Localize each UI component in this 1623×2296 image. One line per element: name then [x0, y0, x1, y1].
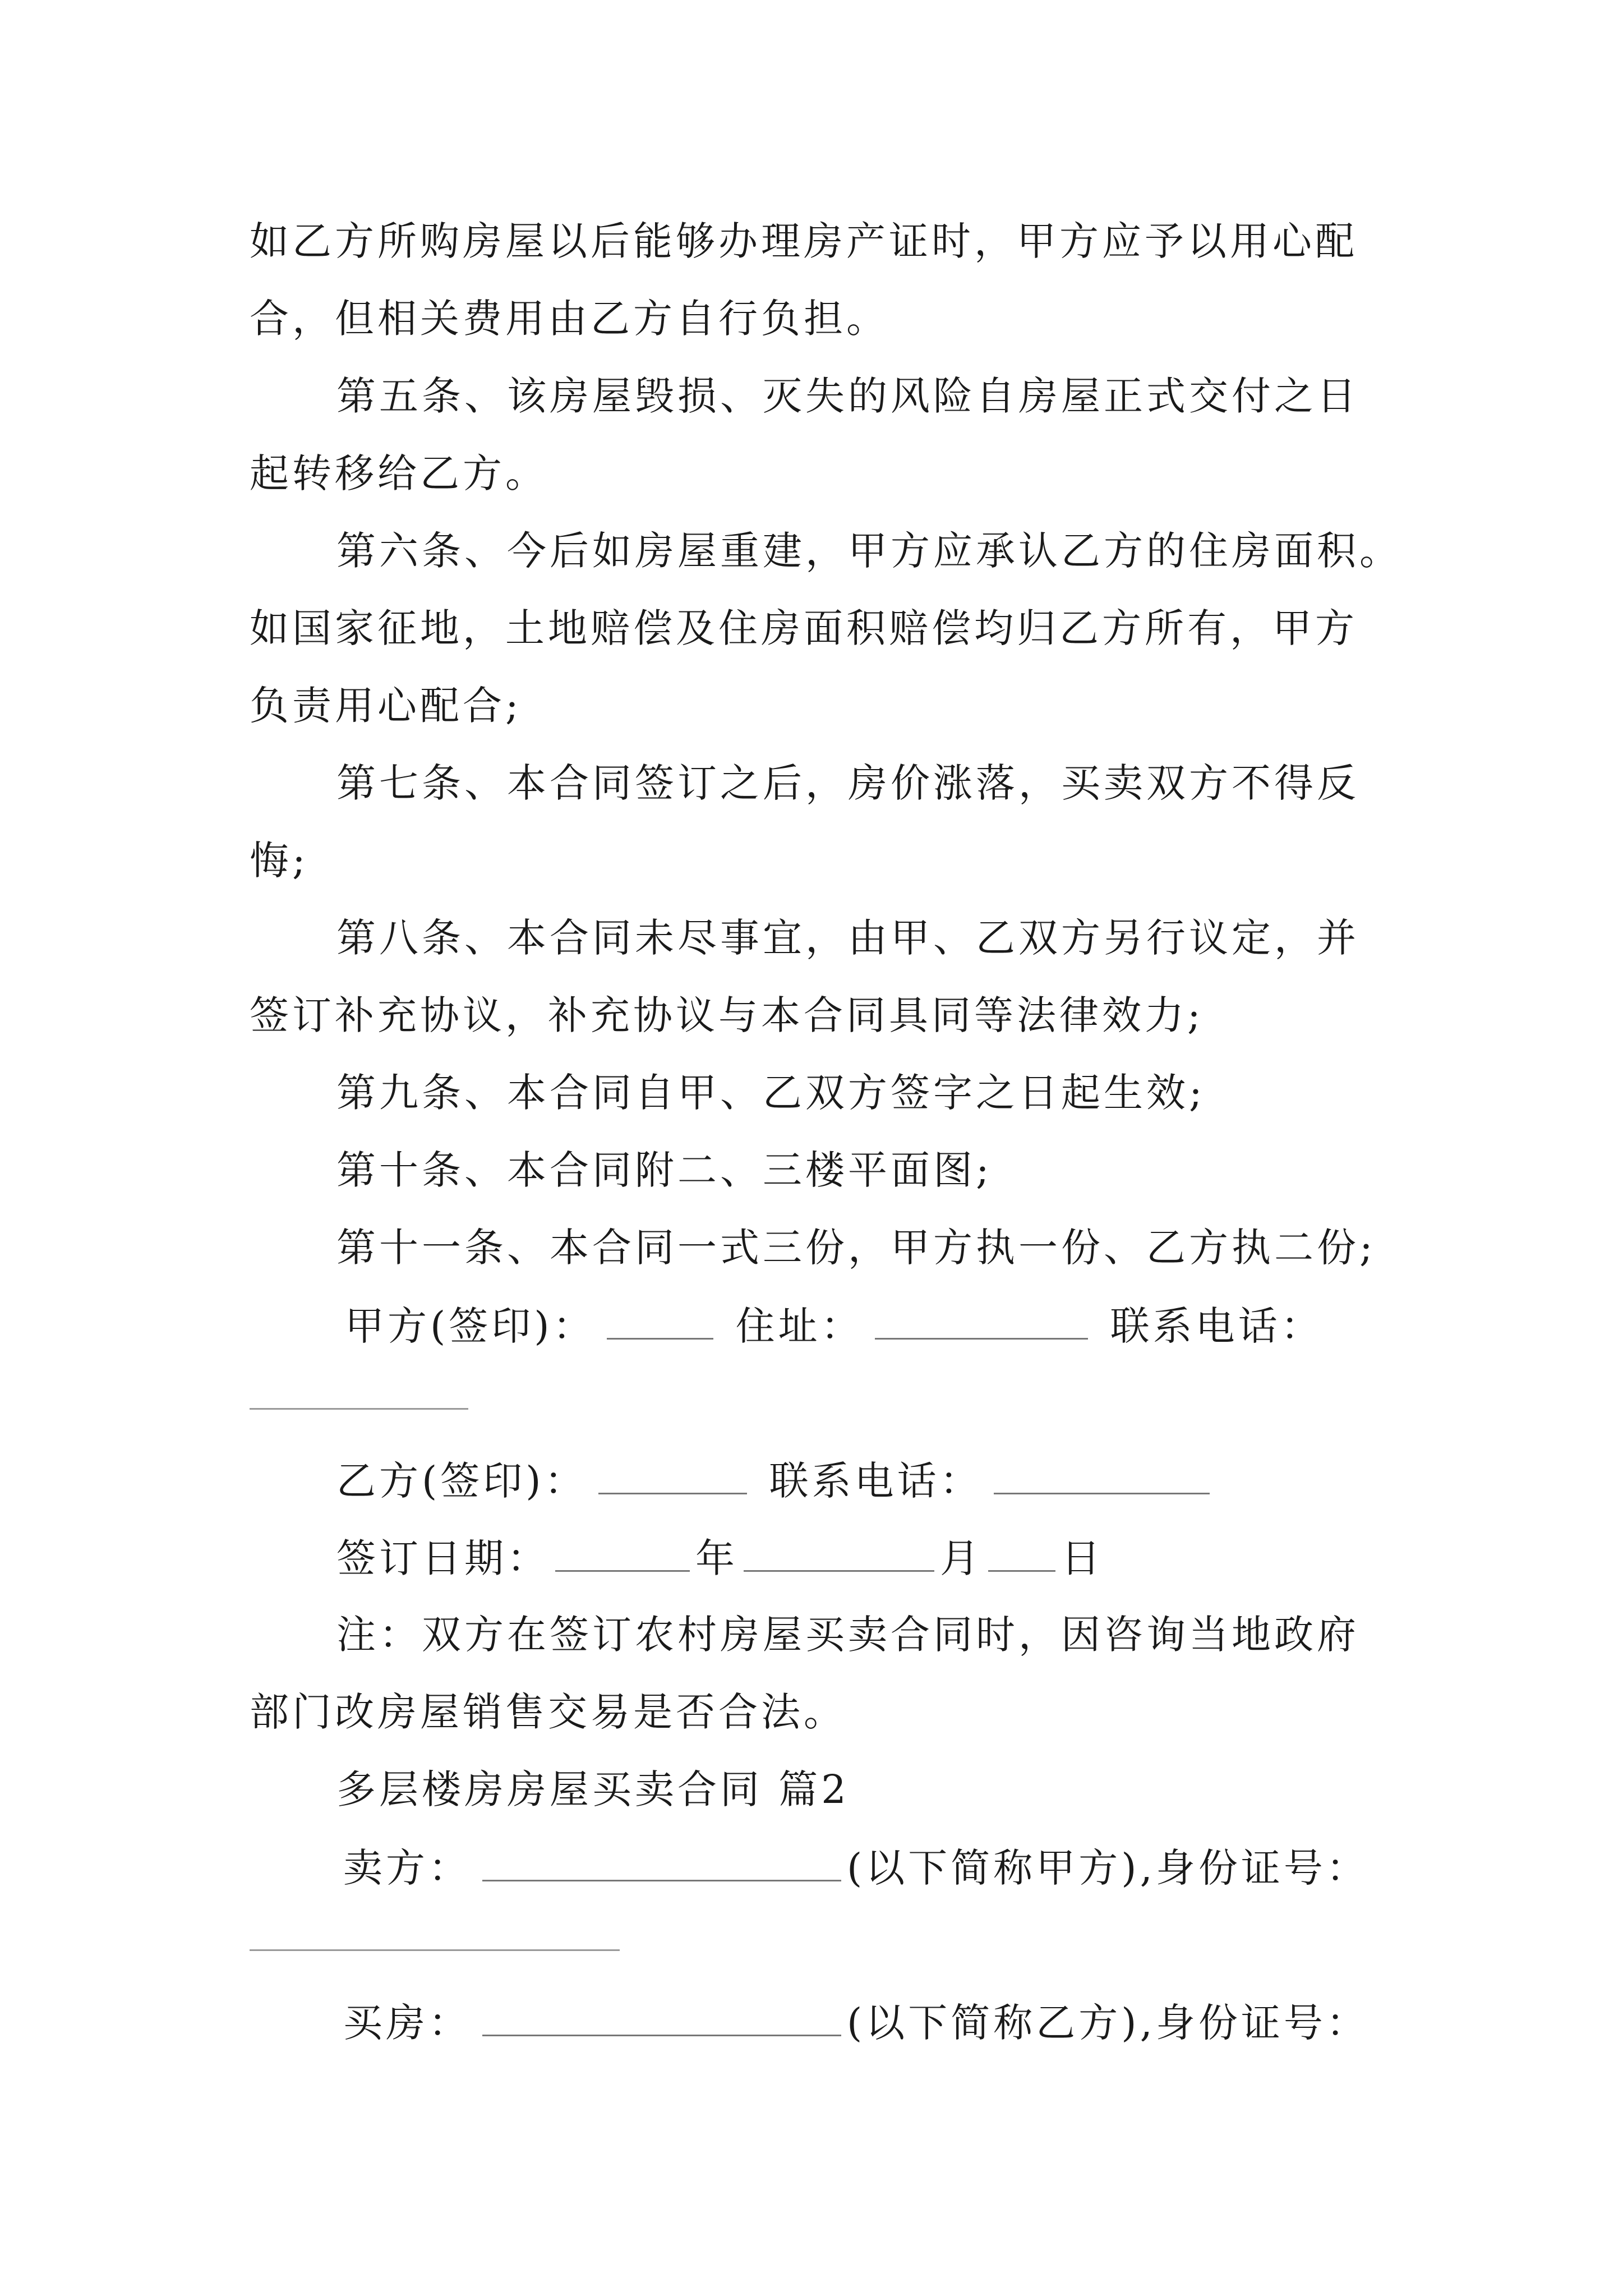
- article-5-line: 起转移给乙方。: [250, 450, 548, 496]
- buyer-row: [343, 2000, 1395, 2046]
- sign-date-day-label: 日: [1061, 1535, 1104, 1581]
- section-2-title: 多层楼房房屋买卖合同 篇2: [336, 1766, 850, 1812]
- sign-date-label: 签订日期：: [336, 1535, 550, 1581]
- party-b-sign-label: 乙方(签印)：: [336, 1458, 587, 1504]
- article-10: 第十条、本合同附二、三楼平面图;: [336, 1147, 993, 1193]
- sign-date-row: [336, 1535, 1388, 1581]
- article-11: 第十一条、本合同一式三份，甲方执一份、乙方执二份;: [336, 1225, 1376, 1271]
- party-a-address-label: 住址：: [735, 1303, 864, 1349]
- party-b-phone-label: 联系电话：: [769, 1458, 983, 1504]
- sign-date-year-label: 年: [695, 1535, 738, 1581]
- party-a-signature-row: [345, 1303, 1396, 1349]
- note-line: 部门改房屋销售交易是否合法。: [250, 1689, 846, 1735]
- article-6-line: 第六条、今后如房屋重建，甲方应承认乙方的住房面积。: [336, 528, 1402, 574]
- party-a-phone-label: 联系电话：: [1110, 1303, 1324, 1349]
- seller-label: 卖方：: [343, 1845, 471, 1891]
- article-8-line: 第八条、本合同未尽事宜，由甲、乙双方另行议定，并: [336, 915, 1359, 961]
- party-a-phone-blank: [250, 1408, 468, 1410]
- article-5-line: 第五条、该房屋毁损、灭失的风险自房屋正式交付之日: [336, 373, 1359, 419]
- article-6-line: 如国家征地，土地赔偿及住房面积赔偿均归乙方所有，甲方: [250, 605, 1358, 651]
- article-8-line: 签订补充协议，补充协议与本合同具同等法律效力;: [250, 992, 1204, 1038]
- sign-date-year-blank: [555, 1538, 690, 1572]
- party-a-sign-blank: [607, 1305, 713, 1340]
- sign-date-day-blank: [988, 1538, 1055, 1572]
- paragraph-line: 如乙方所购房屋以后能够办理房产证时，甲方应予以用心配: [250, 218, 1358, 264]
- party-b-signature-row: [336, 1458, 1388, 1504]
- sign-date-month-blank: [744, 1538, 934, 1572]
- article-7-line: 第七条、本合同签订之后，房价涨落，买卖双方不得反: [336, 760, 1359, 806]
- paragraph-line: 合，但相关费用由乙方自行负担。: [250, 296, 889, 342]
- article-6-line: 负责用心配合;: [250, 683, 522, 729]
- seller-suffix: (以下简称甲方),身份证号：: [847, 1845, 1369, 1891]
- buyer-name-blank: [482, 2002, 841, 2036]
- note-line: 注：双方在签订农村房屋买卖合同时，因咨询当地政府: [336, 1612, 1359, 1658]
- article-9: 第九条、本合同自甲、乙双方签字之日起生效;: [336, 1070, 1206, 1116]
- article-7-line: 悔;: [250, 838, 309, 884]
- buyer-suffix: (以下简称乙方),身份证号：: [847, 2000, 1369, 2046]
- seller-row: [343, 1845, 1395, 1891]
- party-b-phone-blank: [994, 1460, 1210, 1494]
- sign-date-month-label: 月: [940, 1535, 983, 1581]
- seller-id-blank: [250, 1949, 620, 1951]
- party-a-sign-label: 甲方(签印)：: [345, 1303, 596, 1349]
- seller-name-blank: [482, 1847, 841, 1881]
- party-a-address-blank: [875, 1305, 1088, 1340]
- buyer-label: 买房：: [343, 2000, 471, 2046]
- party-b-sign-blank: [598, 1460, 747, 1494]
